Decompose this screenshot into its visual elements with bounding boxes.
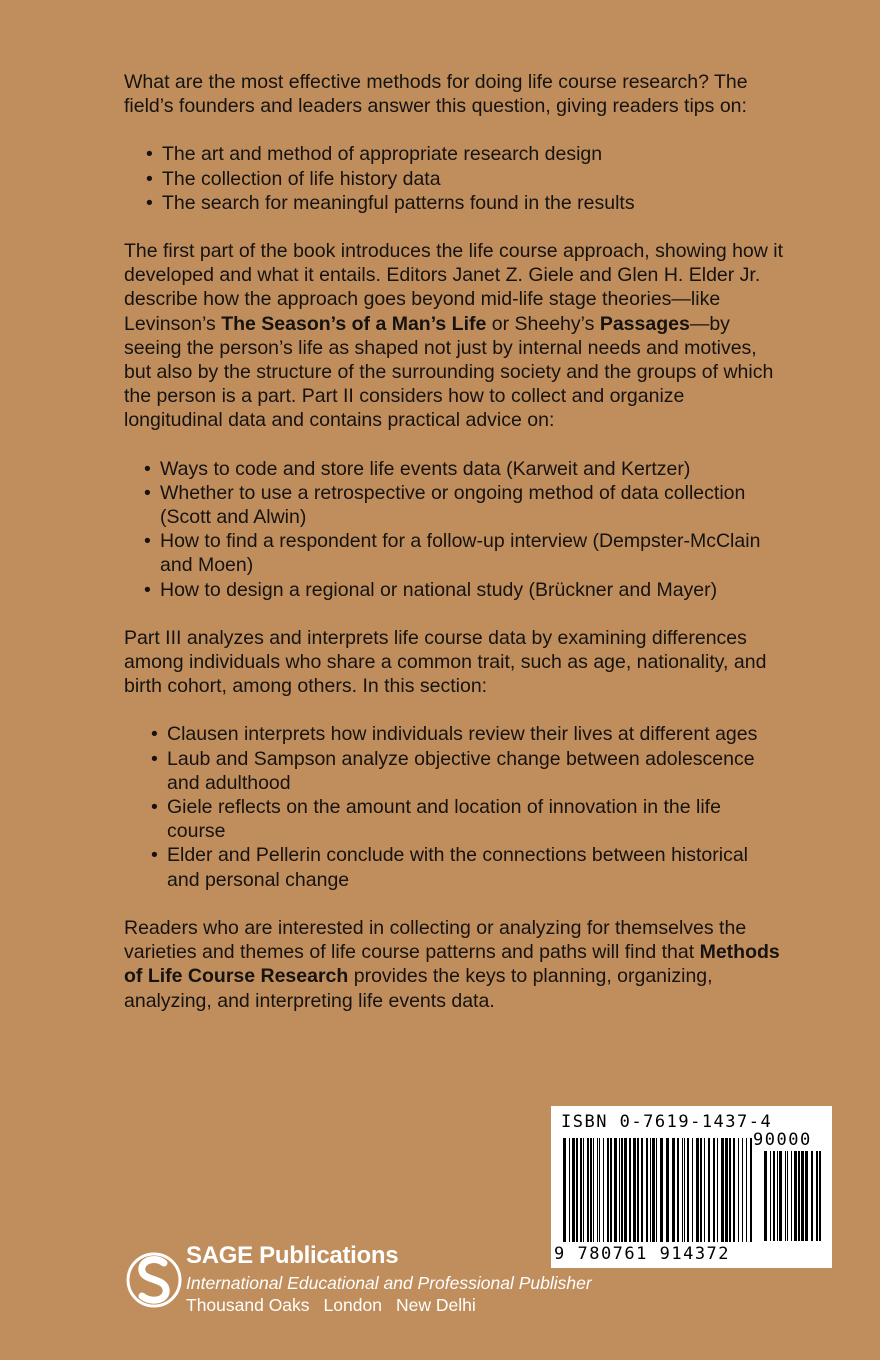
closing-paragraph: Readers who are interested in collecting or analyzing for themselves the varieties and themes of life course patterns and paths will find that Methods of Life Course Research provides the keys to planning, organizing, analyzing, and interpreting life events data. (124, 916, 780, 1012)
bullet-icon: • (151, 796, 158, 819)
isbn-barcode (551, 1106, 832, 1268)
addon-barcode-bars-icon (764, 1151, 824, 1241)
list-item: • The art and method of appropriate research design (146, 143, 603, 166)
list-item: • The collection of life history data (146, 167, 441, 190)
barcode-number: 9 780761 914372 (554, 1244, 731, 1264)
part1-paragraph: The first part of the book introduces the life course approach, showing how it developed and what it entails. Editors Janet Z. Giele and Glen H. Elder Jr. describe how the approach goes beyond mid-life stage theories—like Levinson’s The Season’s of a Man’s Life or Sheehy’s Passages—by seeing the person’s life as shaped not just by internal needs and motives, but also by the structure of the surrounding society and the groups of which the person is a part. Part II considers how to collect and organize longitudinal data and contains practical advice on: (124, 240, 784, 432)
list-item: • Laub and Sampson analyze objective change between adolescence and adulthood (151, 747, 755, 794)
back-cover-text (124, 70, 784, 1013)
city-label: London (323, 1294, 382, 1315)
book-title-seasons: The Season’s of a Man’s Life (221, 312, 487, 335)
publisher-tagline: International Educational and Professional Publisher (186, 1273, 592, 1293)
list-item: • How to design a regional or national study (Brückner and Mayer) (144, 578, 718, 601)
city-label: Thousand Oaks (186, 1294, 310, 1315)
part3-paragraph: Part III analyzes and interprets life course data by examining differences among individuals who share a common trait, such as age, nationality, and birth cohort, among others. In this section: (124, 626, 767, 698)
list-item: • Giele reflects on the amount and location of innovation in the life course (151, 796, 721, 843)
list-item: • Whether to use a retrospective or ongoing method of data collection (Scott and Alwin) (144, 481, 746, 529)
publisher-cities (186, 1294, 592, 1315)
book-title-passages: Passages (599, 312, 690, 335)
intro-paragraph: What are the most effective methods for doing life course research? The field’s founders and leaders answer this question, giving readers tips on: (124, 71, 748, 118)
bullet-icon: • (144, 481, 151, 504)
part3-bullet-list (124, 722, 784, 891)
bullet-icon: • (146, 191, 153, 214)
bullet-icon: • (151, 723, 158, 746)
bullet-icon: • (146, 143, 153, 166)
part2-bullet-list (124, 457, 784, 602)
bullet-icon: • (151, 747, 158, 770)
isbn-label: ISBN 0-7619-1437-4 (561, 1112, 773, 1132)
bullet-icon: • (144, 530, 151, 553)
city-label: New Delhi (395, 1294, 476, 1315)
bullet-icon: • (144, 578, 151, 601)
list-item: • The search for meaningful patterns found in the results (146, 191, 635, 214)
publisher-name: SAGE Publications (186, 1242, 399, 1269)
bullet-icon: • (144, 457, 151, 480)
bullet-icon: • (146, 167, 153, 190)
bullet-icon: • (151, 844, 158, 867)
price-code: 90000 (753, 1130, 812, 1150)
sage-logo-icon (126, 1240, 182, 1320)
list-item: • Elder and Pellerin conclude with the connections between historical and personal change (151, 844, 749, 891)
barcode-bars-icon (563, 1138, 753, 1242)
list-item: • Ways to code and store life events data (Karweit and Kertzer) (144, 457, 691, 480)
list-item: • How to find a respondent for a follow-up interview (Dempster-McClain and Moen) (144, 530, 761, 577)
publisher-block (186, 1244, 592, 1314)
book-title-methods: Methods of Life Course Research (124, 941, 780, 988)
list-item: • Clausen interprets how individuals review their lives at different ages (151, 723, 758, 746)
intro-bullet-list (124, 142, 784, 215)
